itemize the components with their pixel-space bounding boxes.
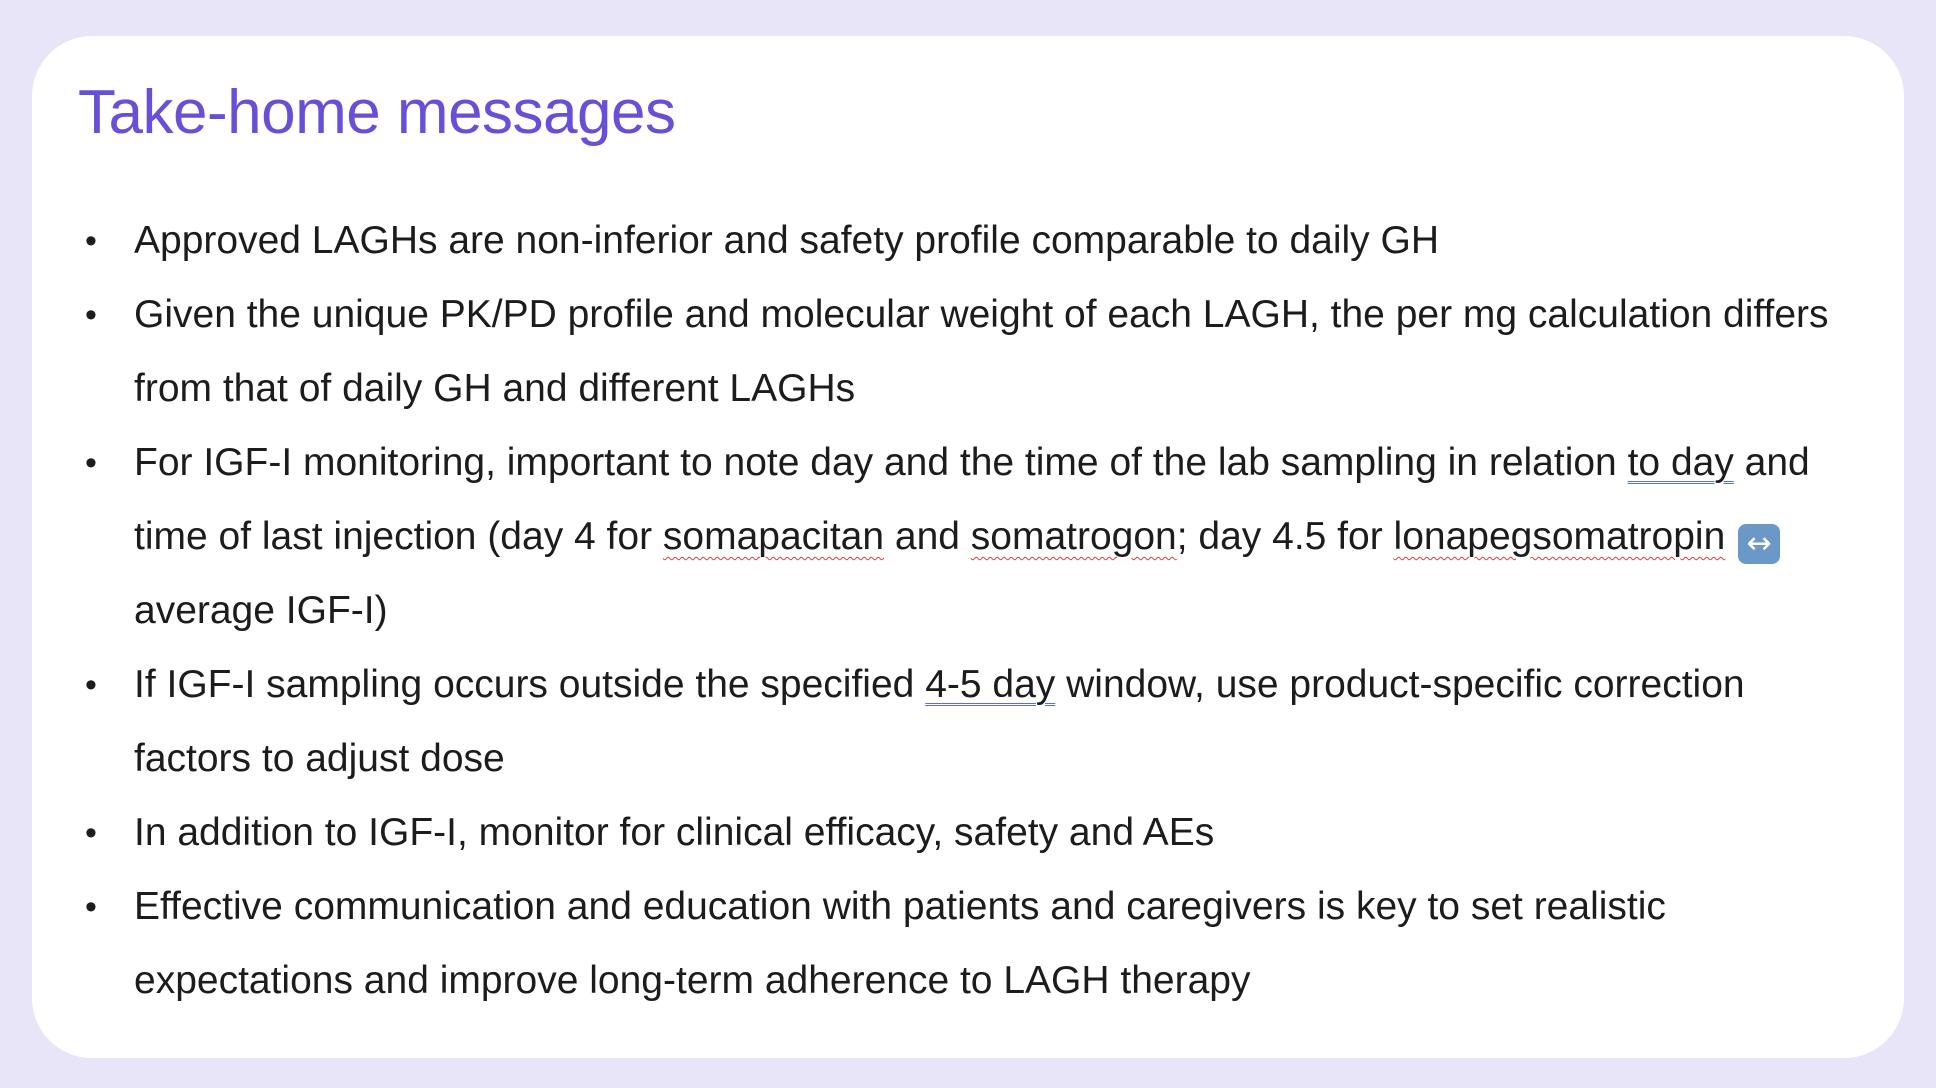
grammar-flagged-text[interactable]: 4-5 day (925, 663, 1056, 706)
bullet-item (32, 870, 1904, 1018)
bullet-text: Effective communication and education with patients and caregivers is key to set realistic expectations and improve long-term adherence to LAGH therapy (134, 885, 1666, 1002)
grammar-flagged-text[interactable]: to day (1627, 441, 1734, 484)
bullet-text: average IGF-I) (134, 589, 388, 632)
bullet-text: Given the unique PK/PD profile and molecular weight of each LAGH, the per mg calculation differs from that of daily GH and different LAGHs (134, 293, 1829, 410)
bullet-marker: • (85, 222, 97, 260)
bullet-marker: • (85, 444, 97, 482)
bullet-text: and (884, 515, 971, 558)
bullet-text: If IGF-I sampling occurs outside the specified (134, 663, 926, 706)
bullet-list (32, 204, 1904, 1018)
bullet-marker: • (85, 296, 97, 334)
bullet-item (32, 204, 1904, 278)
bullet-item (32, 648, 1904, 796)
bullet-text: In addition to IGF-I, monitor for clinical efficacy, safety and AEs (134, 811, 1215, 854)
spelling-flagged-text[interactable]: somatrogon (970, 515, 1177, 558)
slide-title: Take-home messages (78, 78, 676, 147)
spelling-flagged-text[interactable]: somapacitan (662, 515, 885, 558)
bullet-text: Approved LAGHs are non-inferior and safety profile comparable to daily GH (134, 219, 1439, 262)
left-right-arrow-icon: ↔ (1738, 524, 1780, 564)
bullet-text: window, use product-specific correction factors to adjust dose (134, 663, 1745, 780)
bullet-marker: • (85, 814, 97, 852)
bullet-item (32, 426, 1904, 648)
bullet-text: ; day 4.5 for (1176, 515, 1394, 558)
spelling-flagged-text[interactable]: lonapegsomatropin (1393, 515, 1726, 558)
bullet-text: and time of last injection (day 4 for (134, 441, 1810, 558)
bullet-item (32, 796, 1904, 870)
bullet-marker: • (85, 888, 97, 926)
slide-card (32, 36, 1904, 1058)
bullet-text: For IGF-I monitoring, important to note day and the time of the lab sampling in relation (134, 441, 1628, 484)
bullet-marker: • (85, 666, 97, 704)
bullet-item (32, 278, 1904, 426)
